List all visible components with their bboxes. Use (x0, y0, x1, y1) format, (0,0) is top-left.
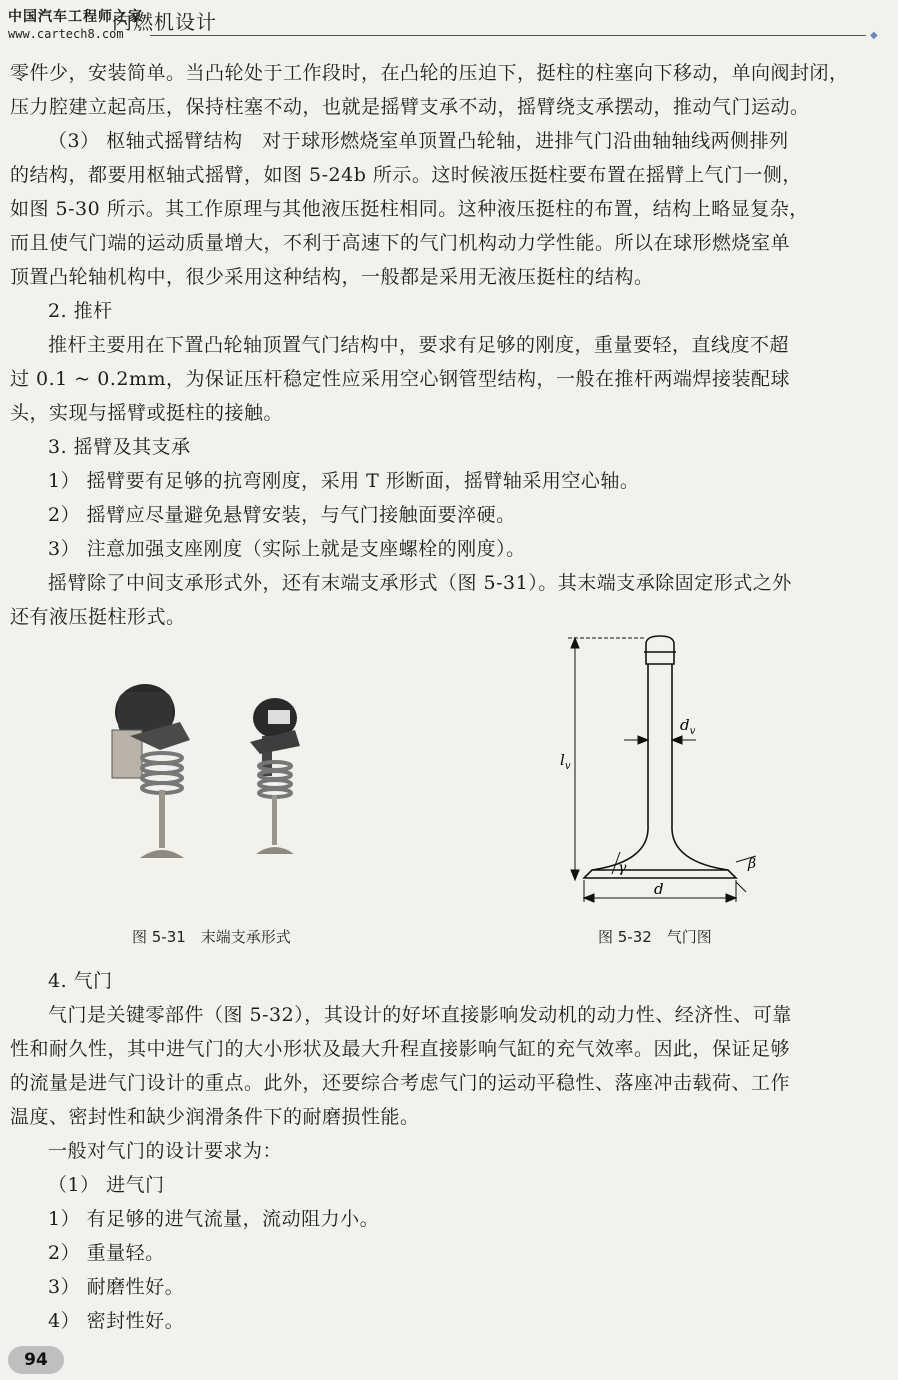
rocker-assembly-left (112, 684, 190, 858)
text-line: 零件少，安装简单。当凸轮处于工作段时，在凸轮的压迫下，挺柱的柱塞向下移动，单向阀封闭， (10, 62, 849, 84)
watermark-logo-text: 中国汽车工程师之家 (8, 9, 143, 25)
list-item: 2） 重量轻。 (48, 1242, 165, 1264)
text-line: 头，实现与摇臂或挺柱的接触。 (10, 402, 284, 424)
text-line: 如图 5-30 所示。其工作原理与其他液压挺柱相同。这种液压挺柱的布置，结构上略显复杂， (10, 198, 809, 220)
list-item: 2） 摇臂应尽量避免悬臂安装，与气门接触面要淬硬。 (48, 504, 516, 526)
page-header (0, 0, 898, 46)
text-line: 气门是关键零部件（图 5-32），其设计的好坏直接影响发动机的动力性、经济性、可靠 (48, 1004, 792, 1026)
rocker-assembly-right (250, 698, 300, 854)
running-title: 内燃机设计 (112, 10, 217, 34)
valve-length-label: $l_v$ (560, 751, 571, 772)
text-line: 摇臂除了中间支承形式外，还有末端支承形式（图 5-31）。其末端支承除固定形式之外 (48, 572, 792, 594)
text-line: 压力腔建立起高压，保持柱塞不动，也就是摇臂支承不动，摇臂绕支承摆动，推动气门运动。 (10, 96, 810, 118)
section-heading: 2. 推杆 (48, 300, 113, 322)
text-line: 推杆主要用在下置凸轮轴顶置气门结构中，要求有足够的刚度，重量要轻，直线度不超 (48, 334, 790, 356)
text-line: 顶置凸轮轴机构中，很少采用这种结构，一般都是采用无液压挺柱的结构。 (10, 266, 654, 288)
figure-5-32-diagram (560, 630, 780, 910)
text-line: 温度、密封性和缺少润滑条件下的耐磨损性能。 (10, 1106, 420, 1128)
list-item: 4） 密封性好。 (48, 1310, 185, 1332)
text-line: 性和耐久性，其中进气门的大小形状及最大升程直接影响气缸的充气效率。因此，保证足够 (10, 1038, 791, 1060)
text-line: 而且使气门端的运动质量增大，不利于高速下的气门机构动力学性能。所以在球形燃烧室单 (10, 232, 791, 254)
watermark-url: www.cartech8.com (8, 27, 124, 41)
section-heading: 3. 摇臂及其支承 (48, 436, 191, 458)
list-item: 1） 摇臂要有足够的抗弯刚度，采用 T 形断面，摇臂轴采用空心轴。 (48, 470, 640, 492)
page-number: 94 (8, 1346, 64, 1374)
gamma-angle-label: γ (618, 860, 627, 876)
figure-5-31-image (100, 670, 360, 880)
list-item: 3） 注意加强支座刚度（实际上就是支座螺栓的刚度）。 (48, 538, 526, 560)
figure-5-32-caption: 图 5-32 气门图 (598, 928, 712, 946)
text-line: （3） 枢轴式摇臂结构 对于球形燃烧室单顶置凸轮轴，进排气门沿曲轴轴线两侧排列 (48, 130, 789, 152)
list-item: 3） 耐磨性好。 (48, 1276, 185, 1298)
section-heading: 4. 气门 (48, 970, 113, 992)
text-line: 过 0.1 ~ 0.2mm，为保证压杆稳定性应采用空心钢管型结构，一般在推杆两端焊接装配球 (10, 368, 791, 390)
text-line: 一般对气门的设计要求为： (48, 1140, 283, 1162)
text-line: 还有液压挺柱形式。 (10, 606, 186, 628)
stem-diameter-label: $d_v$ (680, 716, 696, 737)
section-heading: （1） 进气门 (48, 1174, 165, 1196)
text-line: 的结构，都要用枢轴式摇臂，如图 5-24b 所示。这时候液压挺柱要布置在摇臂上气门一侧， (10, 164, 802, 186)
beta-angle-label: β (748, 856, 757, 872)
header-rule (150, 35, 866, 36)
text-line: 的流量是进气门设计的重点。此外，还要综合考虑气门的运动平稳性、落座冲击载荷、工作 (10, 1072, 791, 1094)
header-dot-icon: ◆ (870, 30, 878, 41)
figure-5-31-caption: 图 5-31 末端支承形式 (132, 928, 291, 946)
list-item: 1） 有足够的进气流量，流动阻力小。 (48, 1208, 380, 1230)
head-diameter-label: d (654, 880, 664, 898)
